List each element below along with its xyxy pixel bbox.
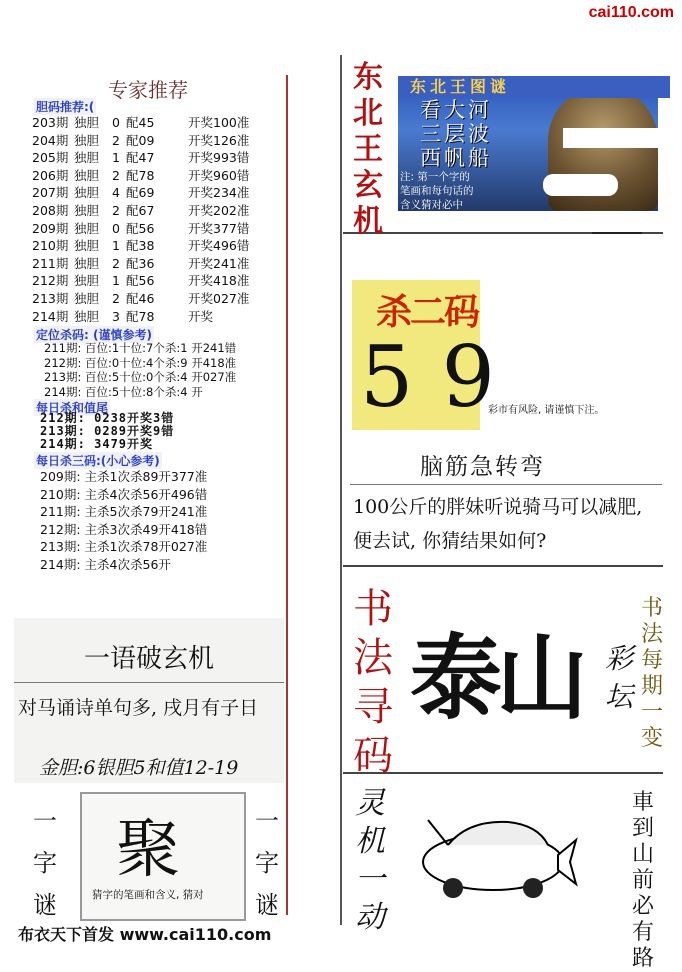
zimi-side-right [252,800,282,926]
yiyu-rule [14,682,284,683]
dan-row [32,167,249,184]
dan-cell-pei: 配38 [126,238,155,254]
zimi-right-char: 一 [255,807,279,835]
dan-row [32,132,249,149]
car-wheel [443,878,463,898]
dan-cell-dan: 2 [112,203,120,218]
shufa-right [638,596,666,752]
zimi-right-char: 字 [255,849,279,877]
dan-cell-dan: 0 [112,115,120,130]
dongbei-note-line: 笔画和每句话的 [400,185,474,197]
car-wheel [523,878,543,898]
dan-cell-pei: 配56 [126,220,155,236]
dan-cell-result: 开奖960错 [188,167,250,183]
left-divider [286,75,288,915]
three-row: 210期: 主杀4次杀56开496错 [40,486,208,502]
dan-cell-dan: 2 [112,291,120,306]
pos-label: 定位杀码: (谨慎参考) [36,328,152,342]
dongbei-note [400,170,474,212]
chedao-char: 必 [631,894,654,919]
divider-2 [343,565,663,567]
dan-cell-pei: 配69 [126,185,155,201]
chedao-char: 山 [631,842,654,867]
dan-cell-result: 开奖027准 [188,291,250,306]
dan-cell-period: 203期 [32,115,69,130]
dan-cell-period: 206期 [32,167,69,183]
zimi-left-char: 谜 [33,891,57,919]
chedao-char: 前 [631,868,654,893]
pos-row: 214期: 百位:5十位:8个杀:4 开 [44,384,203,399]
dan-cell-period: 209期 [32,220,69,236]
zimi-center [80,792,246,921]
three-row: 212期: 主杀3次杀49开418错 [40,521,208,537]
chedao-char: 到 [631,816,654,841]
three-row: 213期: 主杀1次杀78开027准 [40,539,208,555]
image-blotch [563,128,658,148]
dongbei-banner: 东北王图谜 [398,76,670,98]
dongbei-lines [420,98,492,170]
zimi-left-char: 字 [33,849,57,877]
site-url[interactable]: cai110.com [588,4,674,21]
dan-cell-period: 204期 [32,132,69,148]
zimi-side-left [30,800,60,926]
dan-cell-result: 开奖202准 [188,203,250,218]
chedao-char: 有 [631,920,654,945]
shaer-panel [352,280,523,430]
dan-row [32,272,249,289]
dan-cell-type: 独胆 [74,255,100,271]
dan-row [32,255,249,272]
dan-cell-pei: 配67 [126,203,155,218]
shufa-title-char: 寻 [353,684,393,730]
dan-cell-pei: 配36 [126,255,155,271]
daily-row: 214期: 3479开奖 [40,437,154,451]
lingji-char: 灵 [355,786,385,821]
yiyu-panel [14,618,284,783]
dongbei-title-char: 东 [353,60,383,95]
shufa-right-char: 期 [640,674,663,699]
dan-row [32,290,249,307]
dan-cell-pei: 配56 [126,273,155,289]
naojin-text: 100公斤的胖妹听说骑马可以减肥, 便去试, 你猜结果如何? [353,496,643,552]
dan-cell-pei: 配47 [126,150,155,166]
yiyu-title: 一语破玄机 [84,644,215,674]
dan-cell-type: 独胆 [74,220,100,236]
zimi-right-char: 谜 [255,891,279,919]
expert-panel [28,68,286,598]
dan-cell-dan: 2 [112,132,120,148]
footer-banner: 布衣天下首发 www.cai110.com [18,925,272,944]
daily-row: 212期: 0238开奖3错 [40,411,175,425]
shufa-right-char: 每 [640,648,663,673]
image-blotch [543,174,618,196]
yiyu-gold: 金胆:6银胆5和值12-19 [39,757,239,779]
lingji-char: 机 [355,824,385,859]
dan-cell-result: 开奖496错 [188,238,250,254]
chedao-char: 路 [631,946,654,971]
shufa-title-char: 书 [353,586,393,632]
dongbei-title-char: 机 [353,204,383,239]
dan-cell-period: 210期 [32,238,69,254]
dan-row [32,202,249,219]
shufa-right-char: 书 [640,596,663,621]
divider-short [592,232,642,234]
dan-cell-type: 独胆 [74,273,100,289]
shufa-title [348,585,398,781]
dan-cell-type: 独胆 [74,185,100,201]
three-row: 214期: 主杀4次杀56开 [40,557,171,572]
dongbei-title-char: 玄 [353,168,383,203]
dan-cell-result: 开奖 [188,308,214,324]
dan-cell-period: 205期 [32,150,69,166]
dan-cell-dan: 3 [112,308,120,324]
dan-cell-type: 独胆 [74,132,100,148]
dongbei-note-line: 含义猜对必中 [400,199,463,211]
dan-cell-result: 开奖377错 [188,220,250,236]
dongbei-title [348,60,388,240]
dan-cell-dan: 2 [112,255,120,271]
pos-row: 212期: 百位:0十位:4个杀:9 开418准 [44,355,237,370]
three-label: 每日杀三码:(小心参考) [36,454,160,468]
dan-row [32,184,249,201]
dan-cell-period: 211期 [32,255,69,271]
dan-cell-result: 开奖241准 [188,255,250,271]
dan-cell-type: 独胆 [74,291,100,306]
dongbei-image [398,76,658,211]
dan-cell-period: 213期 [32,291,69,306]
dan-cell-type: 独胆 [74,150,100,166]
dan-cell-result: 开奖418准 [188,273,250,289]
dan-label: 胆码推荐:( [36,100,95,114]
shaer-numbers: 59 [360,328,523,426]
dan-cell-pei: 配78 [126,308,155,324]
lingji-title [355,785,397,937]
dan-cell-period: 214期 [32,308,69,324]
zimi-char: 聚 [116,813,180,887]
three-row: 209期: 主杀1次杀89开377准 [40,469,208,484]
shufa-right-char: 变 [640,726,663,751]
shufa-small [605,640,635,716]
expert-title: 专家推荐 [108,78,188,102]
dan-cell-dan: 1 [112,150,120,166]
right-divider [340,55,342,925]
shaer-title: 杀二码 [376,291,479,333]
shufa-small-char: 彩 [605,642,634,675]
car-antenna [428,820,448,845]
dongbei-title-char: 王 [353,132,383,167]
dan-cell-dan: 4 [112,185,120,201]
lingji-char: 一 [355,862,385,897]
pos-row: 211期: 百位:1十位:7个杀:1 开241错 [44,341,237,355]
dan-cell-period: 207期 [32,185,69,201]
dongbei-note-line: 注: 第一个字的 [400,171,470,183]
zimi-left-char: 一 [33,807,57,835]
three-row: 211期: 主杀5次杀79开241准 [40,504,208,520]
dan-cell-type: 独胆 [74,203,100,218]
dan-row [32,149,249,166]
dan-cell-result: 开奖126准 [188,132,250,148]
naojin-rule [350,484,662,485]
dan-cell-period: 208期 [32,203,69,218]
dan-cell-pei: 配09 [126,132,155,148]
pos-row: 213期: 百位:5十位:0个杀:4 开027准 [44,370,237,384]
dan-row [32,237,249,254]
dan-cell-dan: 1 [112,238,120,254]
naojin-title: 脑筋急转弯 [420,454,545,480]
shufa-right-char: 一 [640,700,663,725]
dan-row [32,220,249,237]
chedao-char: 車 [631,790,654,815]
dan-cell-type: 独胆 [74,308,100,324]
daily-label: 每日杀和值尾 [36,401,109,415]
shufa-title-char: 码 [353,733,393,779]
shufa-title-char: 法 [353,635,393,681]
dan-cell-type: 独胆 [74,238,100,254]
risk-note: 彩市有风险, 请谨慎下注。 [488,405,605,416]
dan-cell-pei: 配45 [126,115,155,130]
shufa-right-char: 法 [640,622,663,647]
shufa-small-char: 坛 [605,680,634,713]
dan-cell-pei: 配46 [126,291,155,306]
fish-tail [558,840,576,884]
yiyu-text: 对马诵诗单句多, 戌月有子日 [18,697,259,719]
dongbei-line: 三层波 [420,122,492,146]
dan-cell-result: 开奖993错 [188,150,250,166]
shufa-main: 泰山 [410,624,583,732]
dan-cell-dan: 1 [112,273,120,289]
dan-cell-result: 开奖100准 [188,115,250,130]
dan-cell-type: 独胆 [74,115,100,130]
dongbei-line: 西帆船 [420,146,492,170]
dan-cell-dan: 2 [112,167,120,183]
dan-cell-result: 开奖234准 [188,185,250,201]
dan-cell-pei: 配78 [126,167,155,183]
daily-row: 213期: 0289开奖9错 [40,424,175,438]
dan-row [32,114,249,131]
lingji-char: 动 [355,900,385,935]
fish-car-image [408,800,578,910]
car-roof [448,822,548,845]
dan-cell-dan: 0 [112,220,120,236]
dan-cell-period: 212期 [32,273,69,289]
dongbei-line: 看大河 [420,98,492,122]
dongbei-title-char: 北 [353,96,383,131]
dan-cell-type: 独胆 [74,167,100,183]
dan-row [32,308,213,325]
zimi-note: 猜字的笔画和含义, 猜对 [92,889,204,901]
